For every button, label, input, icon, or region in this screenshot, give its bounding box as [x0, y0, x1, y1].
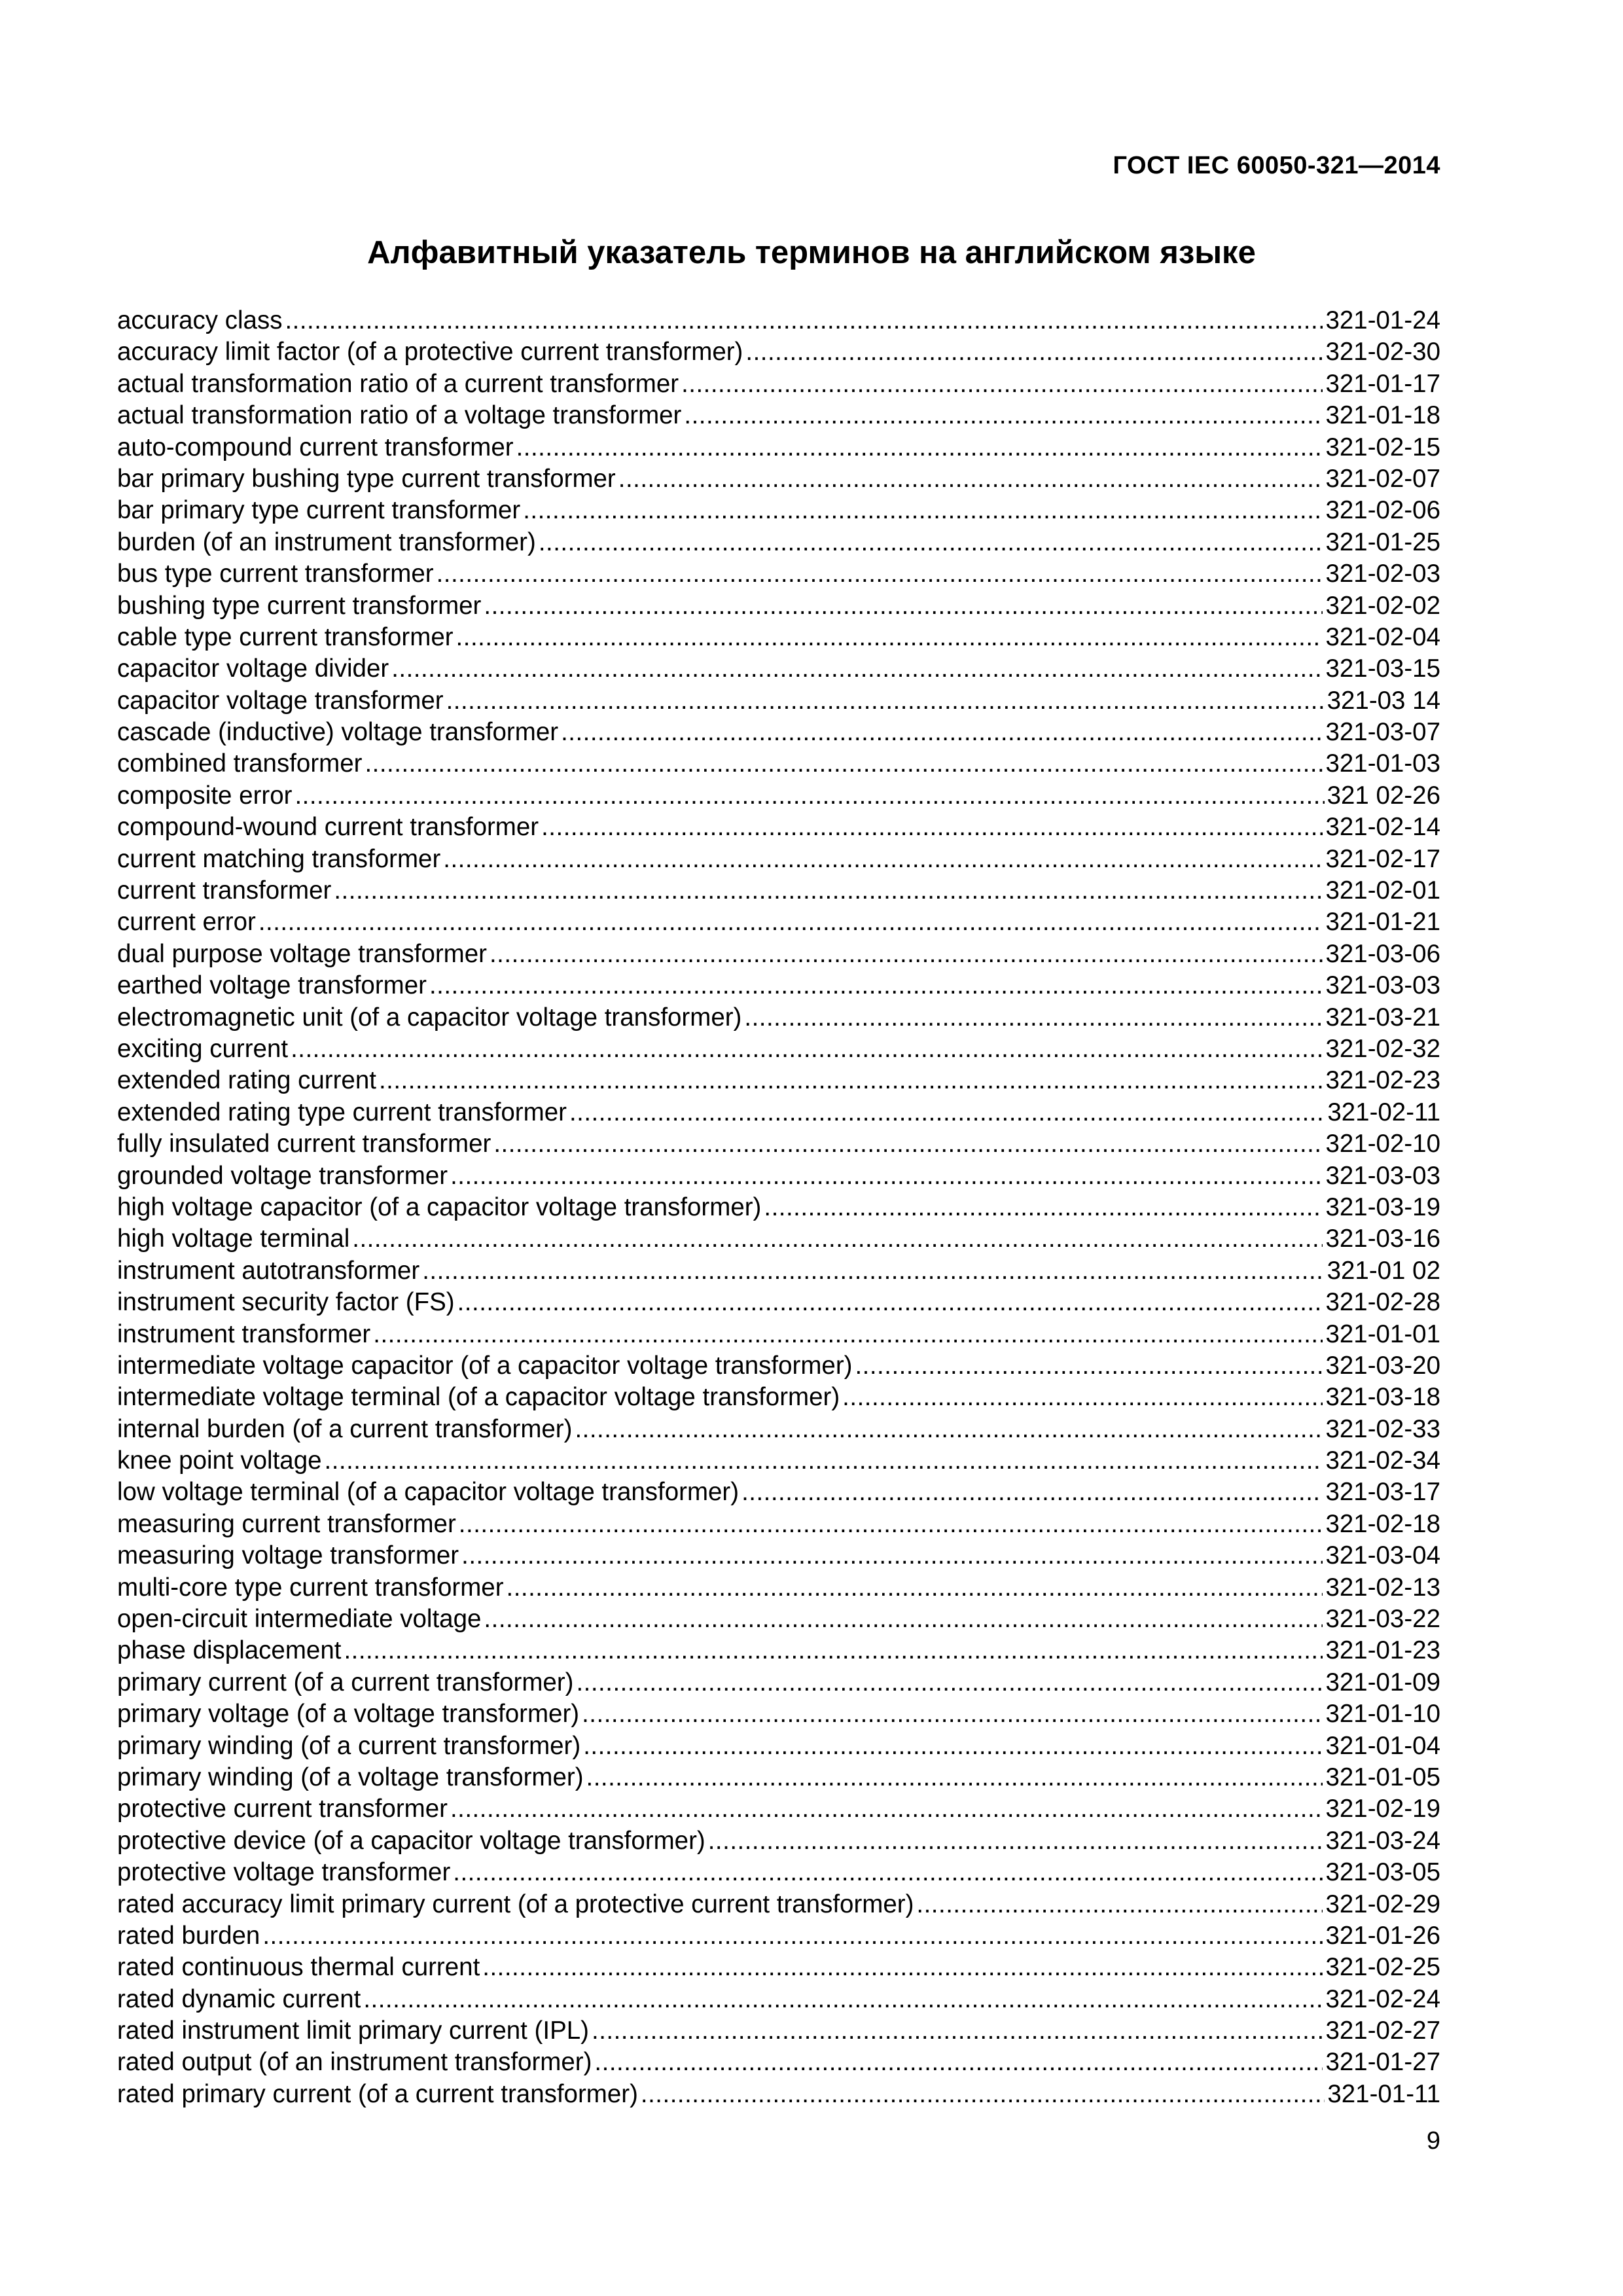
dot-leader [541, 812, 1323, 843]
index-reference-number: 321-02-18 [1325, 1509, 1440, 1538]
index-term: primary current (of a current transformer) [117, 1668, 574, 1696]
index-reference-number: 321-02-32 [1325, 1034, 1440, 1063]
dot-leader [575, 1414, 1323, 1445]
index-reference-number: 321-02-15 [1325, 433, 1440, 461]
index-term: bar primary bushing type current transformer [117, 464, 616, 493]
index-term: combined transformer [117, 749, 363, 778]
index-entry [117, 1920, 1440, 1952]
index-reference-number: 321-03-20 [1325, 1351, 1440, 1380]
index-term: auto-compound current transformer [117, 433, 514, 461]
index-reference-number: 321-02-34 [1325, 1446, 1440, 1475]
index-entry [117, 1698, 1440, 1730]
index-reference-number: 321-02-30 [1325, 338, 1440, 367]
index-entry [117, 1160, 1440, 1192]
index-term: knee point voltage [117, 1446, 322, 1475]
index-term: instrument transformer [117, 1319, 371, 1348]
index-term: low voltage terminal (of a capacitor voltage transformer) [117, 1478, 740, 1507]
dot-leader [291, 1033, 1323, 1065]
index-reference-number: 321-02-11 [1327, 1098, 1440, 1126]
index-entry [117, 432, 1440, 463]
index-term: grounded voltage transformer [117, 1161, 448, 1190]
index-reference-number: 321-01-25 [1325, 528, 1440, 556]
index-entry [117, 463, 1440, 495]
index-term: rated accuracy limit primary current (of a protective current transformer) [117, 1890, 914, 1918]
index-reference-number: 321-01-23 [1325, 1636, 1440, 1665]
index-reference-number: 321-02-06 [1325, 496, 1440, 525]
index-reference-number: 321-03-21 [1325, 1003, 1440, 1031]
page-title: Алфавитный указатель терминов на английском языке [367, 235, 1256, 270]
index-reference-number: 321-03-16 [1325, 1225, 1440, 1253]
index-reference-number: 321-01-21 [1325, 908, 1440, 937]
index-reference-number: 321-01-10 [1325, 1700, 1440, 1729]
index-entry [117, 939, 1440, 970]
index-reference-number: 321-03-07 [1325, 718, 1440, 747]
index-entry [117, 1128, 1440, 1160]
index-term: earthed voltage transformer [117, 971, 427, 1000]
index-reference-number: 321-02-25 [1325, 1953, 1440, 1982]
index-entry [117, 1065, 1440, 1096]
index-reference-number: 321-01-11 [1327, 2079, 1440, 2108]
index-entry [117, 622, 1440, 653]
dot-leader [641, 2079, 1325, 2110]
dot-leader [493, 1128, 1323, 1160]
index-reference-number: 321-01-09 [1325, 1668, 1440, 1696]
index-term: burden (of an instrument transformer) [117, 528, 536, 556]
index-term: rated output (of an instrument transformer) [117, 2048, 592, 2077]
index-term: cascade (inductive) voltage transformer [117, 718, 559, 747]
dot-leader [708, 1825, 1323, 1857]
index-entry [117, 1192, 1440, 1223]
index-term: rated primary current (of a current transformer) [117, 2079, 638, 2108]
index-reference-number: 321-03-05 [1325, 1858, 1440, 1887]
dot-leader [539, 527, 1323, 558]
index-reference-number: 321-03-15 [1325, 655, 1440, 683]
index-entry [117, 1540, 1440, 1571]
index-reference-number: 321-02-13 [1325, 1573, 1440, 1602]
index-term: actual transformation ratio of a current transformer [117, 369, 679, 398]
index-term: intermediate voltage terminal (of a capacitor voltage transformer) [117, 1383, 840, 1412]
dot-leader [482, 1952, 1323, 1983]
index-entry [117, 844, 1440, 875]
index-entry [117, 1445, 1440, 1477]
index-term: instrument autotransformer [117, 1256, 420, 1285]
index-reference-number: 321-01-04 [1325, 1731, 1440, 1760]
index-entry [117, 1889, 1440, 1920]
dot-leader [744, 1002, 1323, 1033]
index-entry [117, 1762, 1440, 1793]
dot-leader [507, 1572, 1323, 1604]
standard-id-header: ГОСТ IEC 60050-321—2014 [1113, 152, 1440, 179]
index-entry [117, 1667, 1440, 1698]
index-entry [117, 717, 1440, 748]
index-term: measuring voltage transformer [117, 1541, 459, 1570]
index-reference-number: 321-03 14 [1327, 686, 1440, 715]
index-term: actual transformation ratio of a voltage transformer [117, 401, 682, 430]
index-reference-number: 321-02-28 [1325, 1288, 1440, 1317]
index-reference-number: 321-02-19 [1325, 1795, 1440, 1823]
index-term: phase displacement [117, 1636, 342, 1665]
dot-leader [262, 1920, 1323, 1952]
index-term: protective current transformer [117, 1795, 448, 1823]
dot-leader [294, 780, 1324, 812]
index-reference-number: 321-03-19 [1325, 1193, 1440, 1221]
dot-leader [461, 1540, 1323, 1571]
index-reference-number: 321-03-24 [1325, 1826, 1440, 1855]
dot-leader [618, 463, 1323, 495]
index-entry [117, 1984, 1440, 2015]
dot-leader [259, 906, 1323, 938]
index-entry [117, 780, 1440, 812]
index-reference-number: 321-02-07 [1325, 464, 1440, 493]
dot-leader [582, 1698, 1323, 1730]
index-reference-number: 321-01-03 [1325, 749, 1440, 778]
index-reference-number: 321-03-06 [1325, 939, 1440, 968]
index-reference-number: 321-01-05 [1325, 1763, 1440, 1791]
page-number: 9 [1426, 2127, 1440, 2155]
index-entry [117, 527, 1440, 558]
index-term: protective voltage transformer [117, 1858, 451, 1887]
index-entry [117, 1857, 1440, 1888]
index-entry [117, 1477, 1440, 1508]
index-term: bus type current transformer [117, 560, 434, 588]
index-entry [117, 1223, 1440, 1255]
index-term: fully insulated current transformer [117, 1130, 491, 1158]
index-reference-number: 321-02-23 [1325, 1066, 1440, 1095]
index-entry [117, 748, 1440, 780]
dot-leader [681, 368, 1323, 400]
dot-leader [916, 1889, 1323, 1920]
index-entry [117, 1825, 1440, 1857]
dot-leader [334, 875, 1323, 906]
index-term: high voltage terminal [117, 1225, 350, 1253]
index-term: primary winding (of a current transformer) [117, 1731, 581, 1760]
index-term: composite error [117, 781, 293, 810]
index-entry [117, 906, 1440, 938]
index-reference-number: 321 02-26 [1327, 781, 1440, 810]
dot-leader [450, 1160, 1323, 1192]
index-entry [117, 400, 1440, 431]
index-reference-number: 321-02-27 [1325, 2017, 1440, 2045]
index-reference-number: 321-01-01 [1325, 1319, 1440, 1348]
dot-leader [523, 495, 1323, 526]
index-entry [117, 1952, 1440, 1983]
index-term: rated instrument limit primary current (IPL) [117, 2017, 589, 2045]
index-term: current error [117, 908, 256, 937]
index-entry [117, 685, 1440, 717]
dot-leader [842, 1382, 1323, 1413]
dot-leader [594, 2047, 1323, 2078]
index-reference-number: 321-02-29 [1325, 1890, 1440, 1918]
index-reference-number: 321-02-14 [1325, 813, 1440, 842]
dot-leader [285, 305, 1323, 336]
index-term: bushing type current transformer [117, 591, 482, 620]
index-entry [117, 1287, 1440, 1318]
dot-leader [684, 400, 1323, 431]
index-term: electromagnetic unit (of a capacitor voltage transformer) [117, 1003, 742, 1031]
index-entry [117, 1731, 1440, 1762]
index-term: measuring current transformer [117, 1509, 456, 1538]
dot-leader [745, 336, 1323, 368]
index-term: compound-wound current transformer [117, 813, 539, 842]
index-term: rated continuous thermal current [117, 1953, 480, 1982]
index-term: intermediate voltage capacitor (of a capacitor voltage transformer) [117, 1351, 853, 1380]
dot-leader [490, 939, 1323, 970]
index-reference-number: 321-02-10 [1325, 1130, 1440, 1158]
dot-leader [344, 1635, 1323, 1666]
dot-leader [437, 558, 1323, 590]
index-term: current matching transformer [117, 844, 441, 873]
index-entry [117, 653, 1440, 685]
index-reference-number: 321-01-26 [1325, 1921, 1440, 1950]
index-reference-number: 321-02-03 [1325, 560, 1440, 588]
index-reference-number: 321-03-03 [1325, 971, 1440, 1000]
dot-leader [457, 1287, 1323, 1318]
index-reference-number: 321-03-03 [1325, 1161, 1440, 1190]
index-reference-number: 321-02-24 [1325, 1984, 1440, 2013]
index-term: capacitor voltage divider [117, 655, 389, 683]
index-term: rated dynamic current [117, 1984, 361, 2013]
index-term: primary voltage (of a voltage transformer) [117, 1700, 580, 1729]
dot-leader [576, 1667, 1323, 1698]
index-entry [117, 970, 1440, 1001]
index-entry [117, 558, 1440, 590]
index-entry [117, 368, 1440, 400]
index-entry [117, 875, 1440, 906]
index-term: multi-core type current transformer [117, 1573, 504, 1602]
term-index-list [117, 305, 1440, 2110]
index-term: protective device (of a capacitor voltage transformer) [117, 1826, 705, 1855]
index-entry [117, 1255, 1440, 1287]
index-term: exciting current [117, 1034, 289, 1063]
index-reference-number: 321-01 02 [1327, 1256, 1440, 1285]
index-term: open-circuit intermediate voltage [117, 1605, 482, 1634]
index-reference-number: 321-01-17 [1325, 369, 1440, 398]
index-entry [117, 1509, 1440, 1540]
index-reference-number: 321-02-17 [1325, 844, 1440, 873]
index-term: rated burden [117, 1921, 260, 1950]
dot-leader [764, 1192, 1323, 1223]
dot-leader [365, 748, 1323, 780]
index-reference-number: 321-02-33 [1325, 1414, 1440, 1443]
index-entry [117, 1002, 1440, 1033]
dot-leader [379, 1065, 1323, 1096]
dot-leader [446, 685, 1325, 717]
index-reference-number: 321-03-17 [1325, 1478, 1440, 1507]
index-term: high voltage capacitor (of a capacitor voltage transformer) [117, 1193, 762, 1221]
index-term: dual purpose voltage transformer [117, 939, 487, 968]
dot-leader [450, 1793, 1323, 1825]
index-entry [117, 1414, 1440, 1445]
index-entry [117, 1033, 1440, 1065]
index-reference-number: 321-02-02 [1325, 591, 1440, 620]
index-entry [117, 336, 1440, 368]
dot-leader [325, 1445, 1323, 1477]
dot-leader [484, 1604, 1323, 1635]
dot-leader [586, 1762, 1323, 1793]
index-term: capacitor voltage transformer [117, 686, 444, 715]
index-entry [117, 1793, 1440, 1825]
index-reference-number: 321-02-01 [1325, 876, 1440, 905]
dot-leader [363, 1984, 1323, 2015]
index-entry [117, 1604, 1440, 1635]
index-reference-number: 321-02-04 [1325, 622, 1440, 651]
index-term: internal burden (of a current transformer) [117, 1414, 573, 1443]
dot-leader [373, 1319, 1323, 1350]
index-reference-number: 321-03-18 [1325, 1383, 1440, 1412]
dot-leader [453, 1857, 1323, 1888]
index-entry [117, 495, 1440, 526]
dot-leader [561, 717, 1323, 748]
dot-leader [484, 590, 1323, 622]
dot-leader [741, 1477, 1323, 1508]
index-entry [117, 1572, 1440, 1604]
index-entry [117, 590, 1440, 622]
dot-leader [456, 622, 1323, 653]
dot-leader [855, 1350, 1323, 1382]
index-term: instrument security factor (FS) [117, 1288, 455, 1317]
index-entry [117, 305, 1440, 336]
dot-leader [391, 653, 1323, 685]
index-entry [117, 1382, 1440, 1413]
index-term: primary winding (of a voltage transformer) [117, 1763, 584, 1791]
index-entry [117, 2015, 1440, 2047]
index-reference-number: 321-01-27 [1325, 2048, 1440, 2077]
dot-leader [352, 1223, 1323, 1255]
dot-leader [422, 1255, 1324, 1287]
index-reference-number: 321-03-22 [1325, 1605, 1440, 1634]
dot-leader [459, 1509, 1323, 1540]
index-entry [117, 1319, 1440, 1350]
dot-leader [429, 970, 1323, 1001]
index-reference-number: 321-01-24 [1325, 306, 1440, 334]
index-term: accuracy limit factor (of a protective current transformer) [117, 338, 743, 367]
index-reference-number: 321-01-18 [1325, 401, 1440, 430]
dot-leader [592, 2015, 1323, 2047]
index-entry [117, 812, 1440, 843]
index-reference-number: 321-03-04 [1325, 1541, 1440, 1570]
index-term: extended rating type current transformer [117, 1098, 567, 1126]
index-entry [117, 1097, 1440, 1128]
index-term: current transformer [117, 876, 332, 905]
index-entry [117, 1350, 1440, 1382]
index-term: extended rating current [117, 1066, 376, 1095]
dot-leader [516, 432, 1323, 463]
index-term: accuracy class [117, 306, 283, 334]
index-entry [117, 2079, 1440, 2110]
index-entry [117, 1635, 1440, 1666]
index-entry [117, 2047, 1440, 2078]
index-term: bar primary type current transformer [117, 496, 521, 525]
dot-leader [443, 844, 1323, 875]
dot-leader [569, 1097, 1325, 1128]
index-term: cable type current transformer [117, 622, 454, 651]
dot-leader [583, 1731, 1323, 1762]
